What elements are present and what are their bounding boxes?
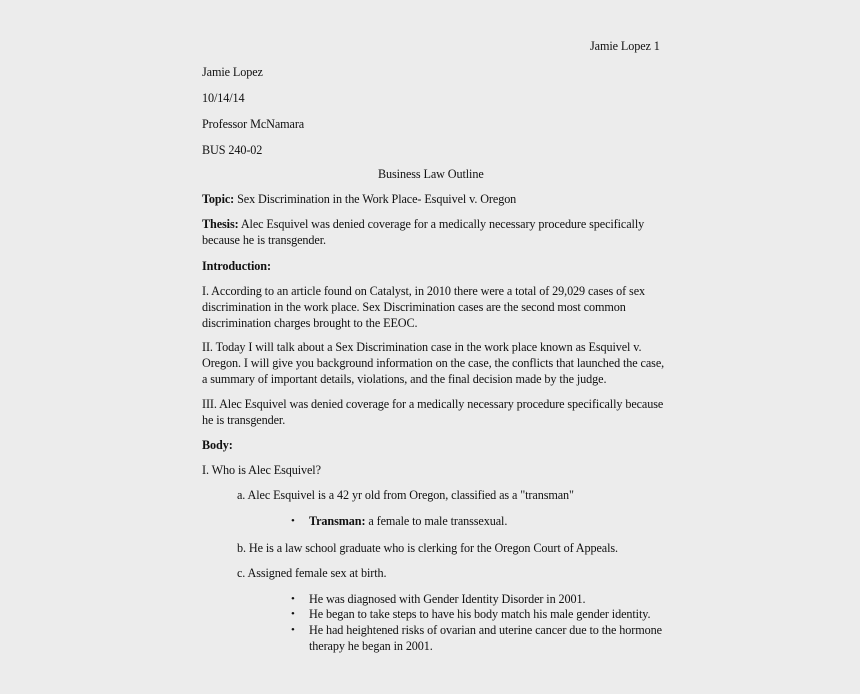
topic-line (202, 191, 516, 207)
thesis-line-1 (202, 216, 644, 232)
body-section-1: I. Who is Alec Esquivel? (202, 463, 321, 477)
intro-p2-line-2: Oregon. I will give you background information on the case, the conflicts that launched the case, (202, 356, 665, 370)
intro-p2-line-1: II. Today I will talk about a Sex Discrimination case in the work place known as Esquivel v. (202, 340, 642, 354)
body-item-a: a. Alec Esquivel is a 42 yr old from Oregon, classified as a "transman" (237, 488, 574, 502)
transman-term: Transman: (309, 514, 366, 528)
intro-p2-line-3: a summary of important details, violations, and the final decision made by the judge. (202, 372, 607, 386)
body-heading: Body: (202, 438, 233, 452)
bullet-icon: • (291, 515, 295, 527)
topic-text: Sex Discrimination in the Work Place- Esquivel v. Oregon (234, 192, 517, 206)
item-c-bullet-3-cont: therapy he began in 2001. (309, 639, 433, 653)
item-c-bullet-2: He began to take steps to have his body match his male gender identity. (309, 607, 651, 621)
bullet-icon: • (291, 624, 295, 636)
course: BUS 240-02 (202, 143, 263, 157)
introduction-heading: Introduction: (202, 259, 271, 273)
transman-def: a female to male transsexual. (365, 514, 508, 528)
item-a-bullet (309, 513, 507, 529)
item-c-bullet-1: He was diagnosed with Gender Identity Disorder in 2001. (309, 592, 586, 606)
item-c-bullet-3: He had heightened risks of ovarian and uterine cancer due to the hormone (309, 623, 662, 637)
bullet-icon: • (291, 608, 295, 620)
thesis-text-1: Alec Esquivel was denied coverage for a medically necessary procedure specifically (238, 217, 645, 231)
intro-p3-line-2: he is transgender. (202, 413, 286, 427)
thesis-line-2: because he is transgender. (202, 233, 326, 247)
date: 10/14/14 (202, 91, 245, 105)
body-item-c: c. Assigned female sex at birth. (237, 566, 387, 580)
bullet-icon: • (291, 593, 295, 605)
intro-p3-line-1: III. Alec Esquivel was denied coverage for a medically necessary procedure specifically because (202, 397, 664, 411)
topic-label: Topic: (202, 192, 235, 206)
document-title: Business Law Outline (378, 167, 484, 181)
intro-p1-line-3: discrimination charges brought to the EEOC. (202, 316, 418, 330)
running-head: Jamie Lopez 1 (590, 39, 660, 53)
professor: Professor McNamara (202, 117, 305, 131)
body-item-b: b. He is a law school graduate who is clerking for the Oregon Court of Appeals. (237, 541, 618, 555)
author-name: Jamie Lopez (202, 65, 263, 79)
intro-p1-line-2: discrimination in the work place. Sex Discrimination cases are the second most common (202, 300, 626, 314)
thesis-label: Thesis: (202, 217, 239, 231)
intro-p1-line-1: I. According to an article found on Catalyst, in 2010 there were a total of 29,029 cases of sex (202, 284, 645, 298)
